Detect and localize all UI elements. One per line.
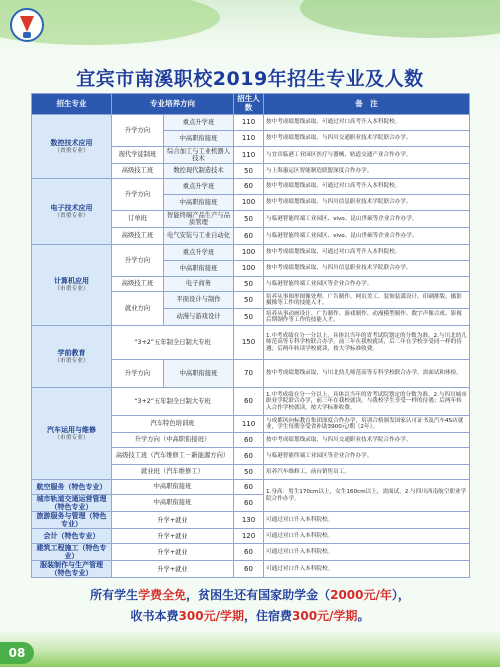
major-cell: 汽车运用与维修 （市重专业） xyxy=(32,388,112,480)
direction-cell: 升学方向 xyxy=(112,179,164,211)
direction-cell: 升学方向 xyxy=(112,360,164,388)
note-cell: 与临港智能终端工业园区等企业合作办学。 xyxy=(264,277,470,292)
note-cell: 1.身高：男生170cm以上，女生160cm以上，需面试。2.与四川西南航空职业学院合作办学。 xyxy=(264,480,470,512)
direction-cell: 高级技工班 xyxy=(112,164,164,179)
direction-cell: 就业方向 xyxy=(112,292,164,326)
note-cell: 培养从事图形图像处理、广告制作、网页美工、装饰装潢设计、印刷排版、摄影摄像等工作的技能人才。 xyxy=(264,292,470,309)
class-cell: 中高职衔接班 xyxy=(164,360,234,388)
count-cell: 60 xyxy=(234,480,264,495)
direction-cell: 升学+就业 xyxy=(112,512,234,529)
direction-cell: 汽车特色培训班 xyxy=(112,416,234,433)
count-cell: 110 xyxy=(234,131,264,147)
direction-cell: 高级技工班（汽车维修工－新能源方向） xyxy=(112,448,234,465)
note-cell: 可通过对口升入本科院校。 xyxy=(264,561,470,578)
note-cell: 按中考成绩划线录取，可通过对口高考升入本科院校。 xyxy=(264,115,470,131)
direction-cell: 升学+就业 xyxy=(112,529,234,544)
major-cell: 城市轨道交通运营管理（特色专业） xyxy=(32,495,112,512)
count-cell: 50 xyxy=(234,292,264,309)
note-cell: 按中考成绩划线录取，与四川信息职业技术学院联合办学。 xyxy=(264,195,470,211)
class-cell: 中高职衔接班 xyxy=(164,195,234,211)
count-cell: 70 xyxy=(234,360,264,388)
count-cell: 100 xyxy=(234,261,264,277)
class-cell: 数控现代制造技术 xyxy=(164,164,234,179)
count-cell: 130 xyxy=(234,512,264,529)
note-cell: 与宜宾临港工业园区医疗与器械、轨道交通产业合作办学。 xyxy=(264,147,470,164)
note-cell: 与临港智能终端工业园区、vivo、昆山世硕等企业合作办学。 xyxy=(264,211,470,228)
note-cell: 可通过对口升入本科院校。 xyxy=(264,529,470,544)
note-cell: 按中考成绩划线录取，可通过对口高考升入本科院校。 xyxy=(264,245,470,261)
major-cell: 航空服务（特色专业） xyxy=(32,480,112,495)
page-title: 宜宾市南溪职校2019年招生专业及人数 xyxy=(76,68,424,90)
direction-cell: 订单班 xyxy=(112,211,164,228)
major-cell: 会计（特色专业） xyxy=(32,529,112,544)
count-cell: 60 xyxy=(234,448,264,465)
count-cell: 110 xyxy=(234,416,264,433)
direction-cell: “3+2”五年制全日制大专班 xyxy=(112,326,234,360)
count-cell: 50 xyxy=(234,211,264,228)
top-decoration-band xyxy=(0,0,500,58)
direction-cell: 就业班（汽车维修工） xyxy=(112,465,234,480)
bottom-decoration-band xyxy=(0,630,500,667)
class-cell: 电子商务 xyxy=(164,277,234,292)
header-count: 招生人数 xyxy=(234,94,264,115)
count-cell: 110 xyxy=(234,115,264,131)
direction-cell: 现代学徒制班 xyxy=(112,147,164,164)
class-cell: 综合加工与工业机器人技术 xyxy=(164,147,234,164)
direction-cell: 升学+就业 xyxy=(112,544,234,561)
hill-decoration xyxy=(300,0,500,38)
class-cell: 中高职衔接班 xyxy=(164,261,234,277)
note-cell: 与成都风向标教育集团深度合作办学，培训合格颁发国家认可证书及汽车4S店就业，学生每期享受省补助3900元/期（2年）。 xyxy=(264,416,470,433)
class-cell: 动漫与游戏设计 xyxy=(164,309,234,326)
direction-cell: 升学+就业 xyxy=(112,561,234,578)
note-cell: 1.中考成绩在分一分以上，具体以当年的省考试院划定的分数为准。2.与川北幼儿师范高等专科学校联合办学，前三年在我校就读，后二年在学校享受同一样的待遇；后两年转读学校就读，按大学标准收费。 xyxy=(264,326,470,360)
count-cell: 50 xyxy=(234,309,264,326)
note-cell: 按中考成绩划线录取，可通过对口高考升入本科院校。 xyxy=(264,179,470,195)
note-cell: 按中考成绩划线录取，与四川交通职业技术学院联合办学。 xyxy=(264,131,470,147)
direction-cell: 中高职衔接班 xyxy=(112,495,234,512)
major-cell: 建筑工程施工（特色专业） xyxy=(32,544,112,561)
count-cell: 60 xyxy=(234,388,264,416)
note-cell: 可通过对口升入本科院校。 xyxy=(264,544,470,561)
direction-cell: 升学方向（中高职衔接班） xyxy=(112,433,234,448)
fee-notice-line2: 收书本费300元/学期，住宿费300元/学期。 xyxy=(130,609,370,623)
direction-cell: 高级技工班 xyxy=(112,228,164,245)
note-cell: 培养从事动画设计、广告制作、游戏制作、动漫模型制作、数字声像合成、影视后期制作等工作的技能人才。 xyxy=(264,309,470,326)
note-cell: 按中考成绩划线录取，与四川信息职业技术学院联合办学。 xyxy=(264,261,470,277)
header-notes: 备 注 xyxy=(264,94,470,115)
header-direction: 专业培养方向 xyxy=(112,94,234,115)
count-cell: 100 xyxy=(234,245,264,261)
note-cell: 按中考成绩划线录取，与四川交通职业技术学院合作办学。 xyxy=(264,433,470,448)
count-cell: 110 xyxy=(234,147,264,164)
school-logo-icon xyxy=(10,8,44,42)
direction-cell: 中高职衔接班 xyxy=(112,480,234,495)
note-cell: 可通过对口升入本科院校。 xyxy=(264,512,470,529)
major-cell: 学前教育 （市重专业） xyxy=(32,326,112,388)
class-cell: 重点升学班 xyxy=(164,245,234,261)
major-cell: 电子技术应用 （省重专业） xyxy=(32,179,112,245)
count-cell: 60 xyxy=(234,495,264,512)
count-cell: 60 xyxy=(234,228,264,245)
class-cell: 重点升学班 xyxy=(164,179,234,195)
major-cell: 旅游服务与管理（特色专业） xyxy=(32,512,112,529)
count-cell: 150 xyxy=(234,326,264,360)
note-cell: 与临港智能终端工业园区等企业合作办学。 xyxy=(264,448,470,465)
direction-cell: 升学方向 xyxy=(112,245,164,277)
class-cell: 平面设计与制作 xyxy=(164,292,234,309)
count-cell: 50 xyxy=(234,465,264,480)
fee-notice-line1: 所有学生学费全免，贫困生还有国家助学金（2000元/年）， xyxy=(90,588,410,602)
direction-cell: “3+2”五年制全日制大专班 xyxy=(112,388,234,416)
class-cell: 中高职衔接班 xyxy=(164,131,234,147)
count-cell: 60 xyxy=(234,544,264,561)
note-cell: 1.中考成绩在分一分以上，具体以当年的省考试院划定的分数为准。2.与四川城市职业学院联合办学，前三年在我校就读，与我校学生享受一样的待遇；后两年转入合作学校就读，按大学标准收费。 xyxy=(264,388,470,416)
note-cell: 与上海惠运区智能制造联盟深度合作办学。 xyxy=(264,164,470,179)
count-cell: 60 xyxy=(234,433,264,448)
count-cell: 60 xyxy=(234,179,264,195)
count-cell: 60 xyxy=(234,561,264,578)
class-cell: 电气安装与工业自动化 xyxy=(164,228,234,245)
header-major: 招生专业 xyxy=(32,94,112,115)
class-cell: 重点升学班 xyxy=(164,115,234,131)
count-cell: 50 xyxy=(234,164,264,179)
major-cell: 数控技术应用 （省重专业） xyxy=(32,115,112,179)
enrollment-table xyxy=(31,93,470,578)
count-cell: 100 xyxy=(234,195,264,211)
count-cell: 50 xyxy=(234,277,264,292)
class-cell: 智能终端产品生产与品质管理 xyxy=(164,211,234,228)
note-cell: 按中考成绩划线录取，与川北幼儿师范高等专科学校联合办学。需面试和体检。 xyxy=(264,360,470,388)
page-number: 08 xyxy=(0,642,34,664)
direction-cell: 高级技工班 xyxy=(112,277,164,292)
direction-cell: 升学方向 xyxy=(112,115,164,147)
note-cell: 培养汽车维修工，前台销售员工。 xyxy=(264,465,470,480)
major-cell: 服装制作与生产管理（特色专业） xyxy=(32,561,112,578)
count-cell: 120 xyxy=(234,529,264,544)
major-cell: 计算机应用 （市重专业） xyxy=(32,245,112,326)
note-cell: 与临港智能终端工业园区、vivo、昆山世硕等企业合作办学。 xyxy=(264,228,470,245)
